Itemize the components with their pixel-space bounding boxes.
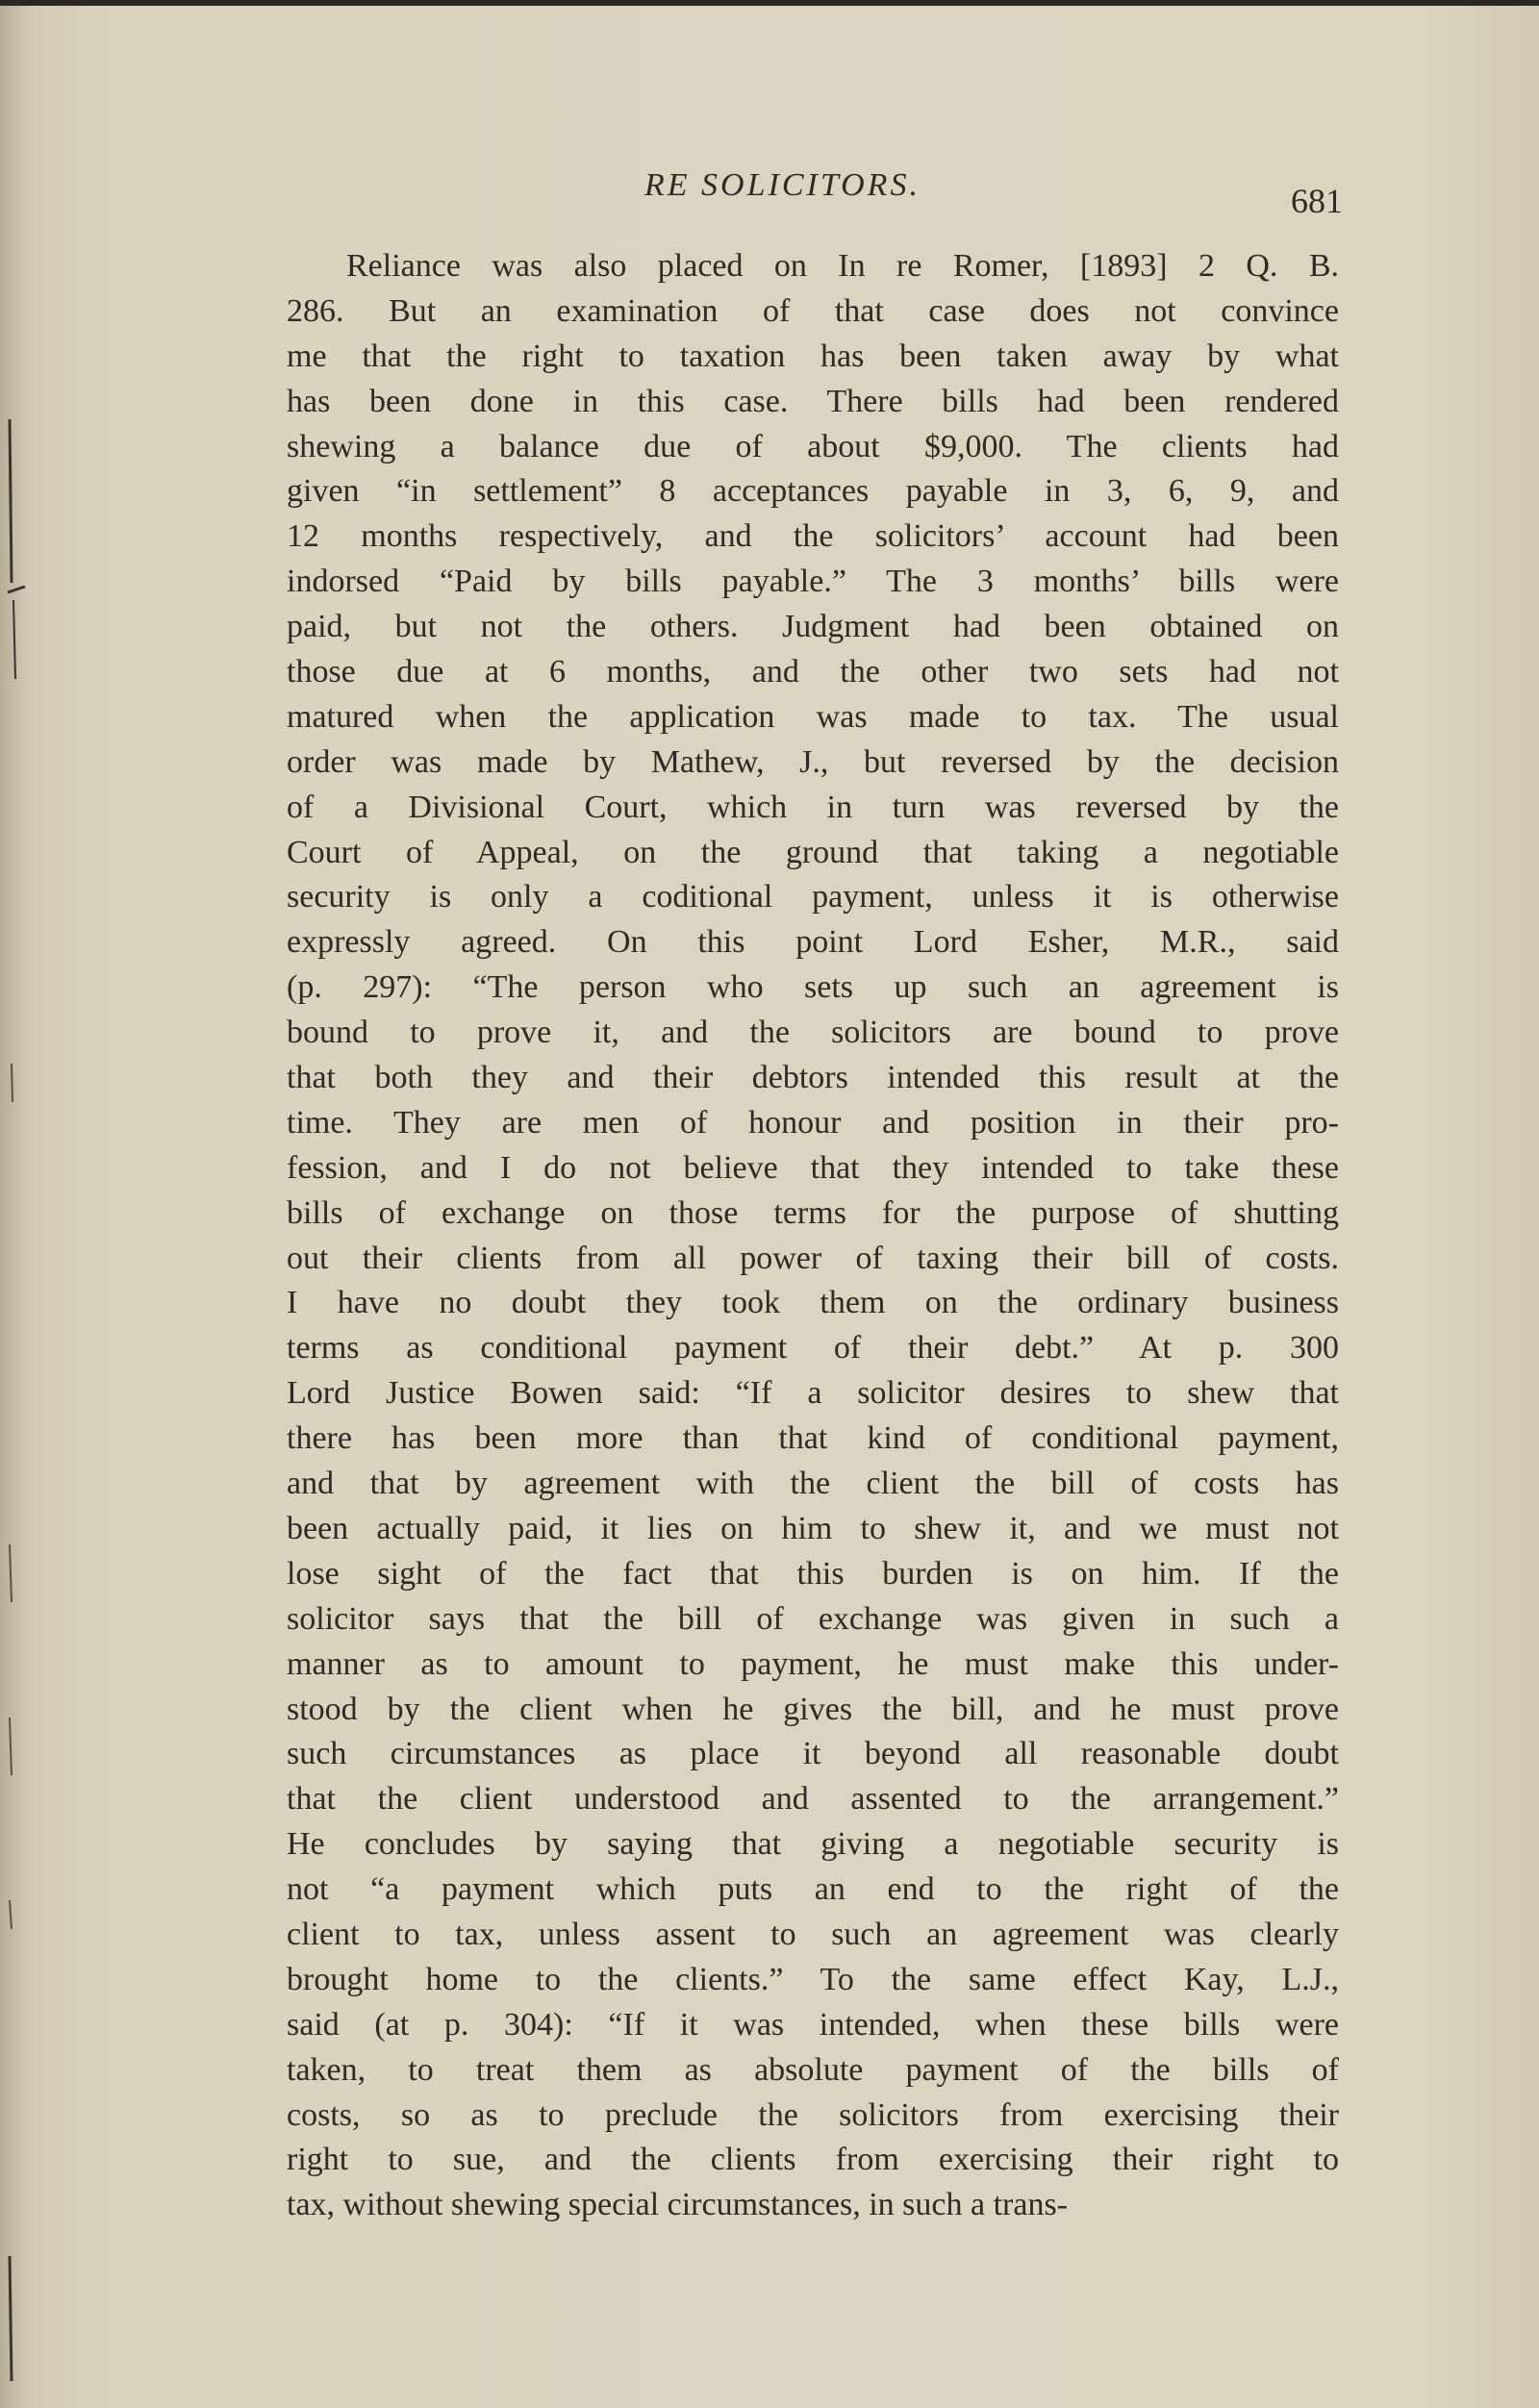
text-line: costs, so as to preclude the solicitors from exercising their [287,2096,1339,2133]
text-line: said (at p. 304): “If it was intended, when these bills were [287,2006,1339,2043]
text-line: (p. 297): “The person who sets up such an agreement is [287,969,1339,1006]
text-line: that both they and their debtors intended this result at the [287,1060,1339,1096]
running-head [0,167,1539,225]
text-line: 286. But an examination of that case does not convince [287,292,1339,329]
text-line: such circumstances as place it beyond all reasonable doubt [287,1736,1339,1772]
text-line: terms as conditional payment of their debt.” At p. 300 [287,1330,1339,1367]
text-line: He concludes by saying that giving a negotiable security is [287,1826,1339,1863]
text-line: matured when the application was made to tax. The usual [287,698,1339,735]
text-line: shewing a balance due of about $9,000. The clients had [287,428,1339,464]
text-line: I have no doubt they took them on the ordinary business [287,1285,1339,1321]
text-line: client to tax, unless assent to such an agreement was clearly [287,1916,1339,1952]
text-line: Lord Justice Bowen said: “If a solicitor desires to shew that [287,1375,1339,1412]
text-line: right to sue, and the clients from exercising their right to [287,2142,1339,2178]
running-title: RE SOLICITORS. [644,167,921,203]
body-paragraph [287,244,1339,2228]
binding-edge-marks [0,6,29,2408]
text-line: security is only a coditional payment, unless it is otherwise [287,879,1339,916]
text-line: tax, without shewing special circumstances, in such a trans- [287,2187,1068,2223]
text-line: not “a payment which puts an end to the right of the [287,1871,1339,1908]
text-line: paid, but not the others. Judgment had been obtained on [287,609,1339,645]
text-line: that the client understood and assented to the arrangement.” [287,1781,1339,1818]
text-line: stood by the client when he gives the bill, and he must prove [287,1691,1339,1727]
text-line: Reliance was also placed on In re Romer, [1893] 2 Q. B. [346,248,1339,284]
text-line: bills of exchange on those terms for the purpose of shutting [287,1194,1339,1231]
text-line: order was made by Mathew, J., but reversed by the decision [287,743,1339,780]
text-line: me that the right to taxation has been taken away by what [287,338,1339,374]
text-line: there has been more than that kind of conditional payment, [287,1420,1339,1457]
text-line: manner as to amount to payment, he must make this under- [287,1645,1339,1682]
text-line: and that by agreement with the client the bill of costs has [287,1466,1339,1502]
text-line: been actually paid, it lies on him to shew it, and we must not [287,1510,1339,1546]
book-page [0,6,1539,2408]
text-line: expressly agreed. On this point Lord Esher, M.R., said [287,924,1339,961]
page-number: 681 [1291,182,1343,220]
text-line: taken, to treat them as absolute payment of the bills of [287,2051,1339,2088]
text-line: lose sight of the fact that this burden is on him. If the [287,1555,1339,1592]
text-line: bound to prove it, and the solicitors are bound to prove [287,1015,1339,1051]
text-line: given “in settlement” 8 acceptances payable in 3, 6, 9, and [287,473,1339,510]
text-line: out their clients from all power of taxing their bill of costs. [287,1240,1339,1276]
text-line: of a Divisional Court, which in turn was reversed by the [287,789,1339,825]
text-line: 12 months respectively, and the solicitors’ account had been [287,518,1339,555]
text-line: brought home to the clients.” To the same effect Kay, L.J., [287,1961,1339,1997]
text-line: has been done in this case. There bills had been rendered [287,383,1339,419]
text-line: those due at 6 months, and the other two sets had not [287,654,1339,690]
text-line: indorsed “Paid by bills payable.” The 3 months’ bills were [287,564,1339,600]
text-line: Court of Appeal, on the ground that taking a negotiable [287,834,1339,870]
text-line: time. They are men of honour and position in their pro- [287,1104,1339,1141]
text-line: fession, and I do not believe that they intended to take these [287,1149,1339,1186]
text-line: solicitor says that the bill of exchange was given in such a [287,1600,1339,1637]
